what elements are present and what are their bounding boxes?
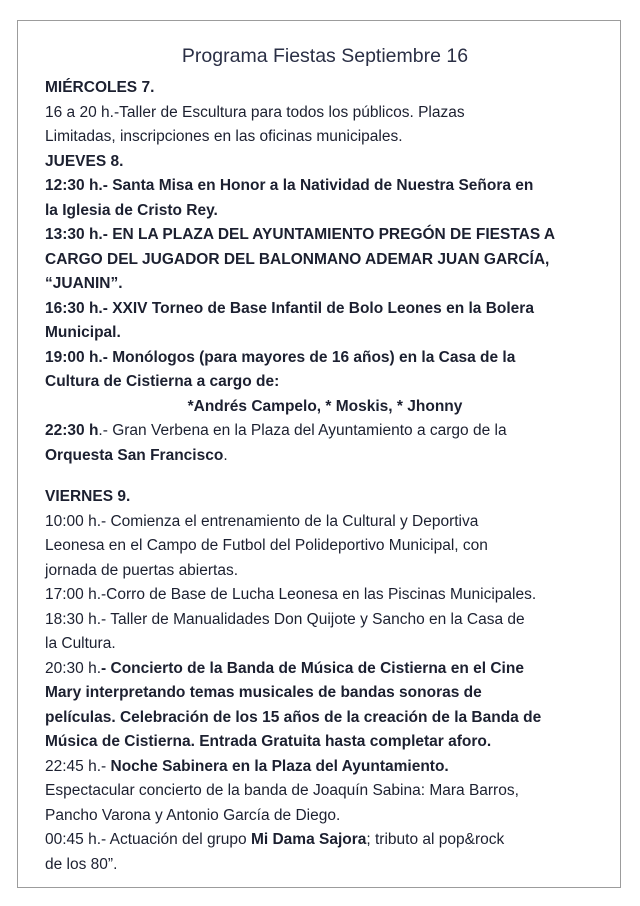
program-content <box>45 76 605 877</box>
event-line: 10:00 h.- Comienza el entrenamiento de la Cultural y Deportiva <box>45 512 479 530</box>
event-text-bold: Noche Sabinera en la Plaza del Ayuntamiento. <box>110 757 449 775</box>
event-text-bold: Mi Dama Sajora <box>250 831 367 848</box>
event-line: películas. Celebración de los 15 años de la creación de la Banda de <box>45 708 542 726</box>
event-line: Música de Cistierna. Entrada Gratuita hasta completar aforo. <box>45 733 492 750</box>
event-line <box>45 828 605 853</box>
day-heading-friday: VIERNES 9. <box>45 488 131 505</box>
event-line: “JUANIN”. <box>45 275 123 292</box>
day-heading-thursday: JUEVES 8. <box>45 152 124 170</box>
event-text-bold: - Concierto de la Banda de Música de Cistierna en el Cine <box>101 659 524 677</box>
event-line: de los 80”. <box>45 855 118 873</box>
event-line: Pancho Varona y Antonio García de Diego. <box>45 806 341 824</box>
spacer <box>45 468 605 485</box>
event-time: 22:30 h <box>45 422 99 439</box>
event-line: 13:30 h.- EN LA PLAZA DEL AYUNTAMIENTO PREGÓN DE FIESTAS A <box>45 226 556 243</box>
event-line: 16:30 h.- XXIV Torneo de Base Infantil de Bolo Leones en la Bolera <box>45 299 534 317</box>
event-line <box>45 755 605 780</box>
event-line <box>45 419 605 444</box>
event-line: Leonesa en el Campo de Futbol del Polideportivo Municipal, con <box>45 537 488 554</box>
event-line: Cultura de Cistierna a cargo de: <box>45 373 280 390</box>
event-line: la Cultura. <box>45 635 116 652</box>
event-line: 19:00 h.- Monólogos (para mayores de 16 años) en la Casa de la <box>45 348 516 366</box>
event-line: jornada de puertas abiertas. <box>45 561 239 579</box>
day-heading-wednesday: MIÉRCOLES 7. <box>45 79 155 96</box>
event-line: CARGO DEL JUGADOR DEL BALONMANO ADEMAR JUAN GARCÍA, <box>45 250 550 268</box>
event-text: .- Gran Verbena en la Plaza del Ayuntamiento a cargo de la <box>98 422 507 439</box>
event-text: ; tributo al pop&rock <box>366 831 505 848</box>
event-text: 00:45 h.- Actuación del grupo <box>45 831 251 848</box>
event-line: 16 a 20 h.-Taller de Escultura para todos los públicos. Plazas <box>45 103 465 121</box>
event-text: . <box>223 446 228 464</box>
document-title: Programa Fiestas Septiembre 16 <box>181 45 469 67</box>
event-line: la Iglesia de Cristo Rey. <box>45 201 218 219</box>
event-line: 12:30 h.- Santa Misa en Honor a la Natividad de Nuestra Señora en <box>45 177 534 194</box>
event-line: Limitadas, inscripciones en las oficinas municipales. <box>45 128 403 145</box>
event-time: 22:45 h.- <box>45 757 111 775</box>
event-line <box>45 657 605 682</box>
event-line: 17:00 h.-Corro de Base de Lucha Leonesa en las Piscinas Municipales. <box>45 586 537 603</box>
event-time: 20:30 h. <box>45 659 102 677</box>
event-line: 18:30 h.- Taller de Manualidades Don Quijote y Sancho en la Casa de <box>45 610 525 628</box>
event-line: Municipal. <box>45 324 121 341</box>
performers-line: *Andrés Campelo, * Moskis, * Jhonny <box>187 397 463 415</box>
event-line: Mary interpretando temas musicales de bandas sonoras de <box>45 684 482 701</box>
event-line <box>45 444 605 469</box>
event-text-bold: Orquesta San Francisco <box>45 446 224 464</box>
event-line: Espectacular concierto de la banda de Joaquín Sabina: Mara Barros, <box>45 782 519 799</box>
